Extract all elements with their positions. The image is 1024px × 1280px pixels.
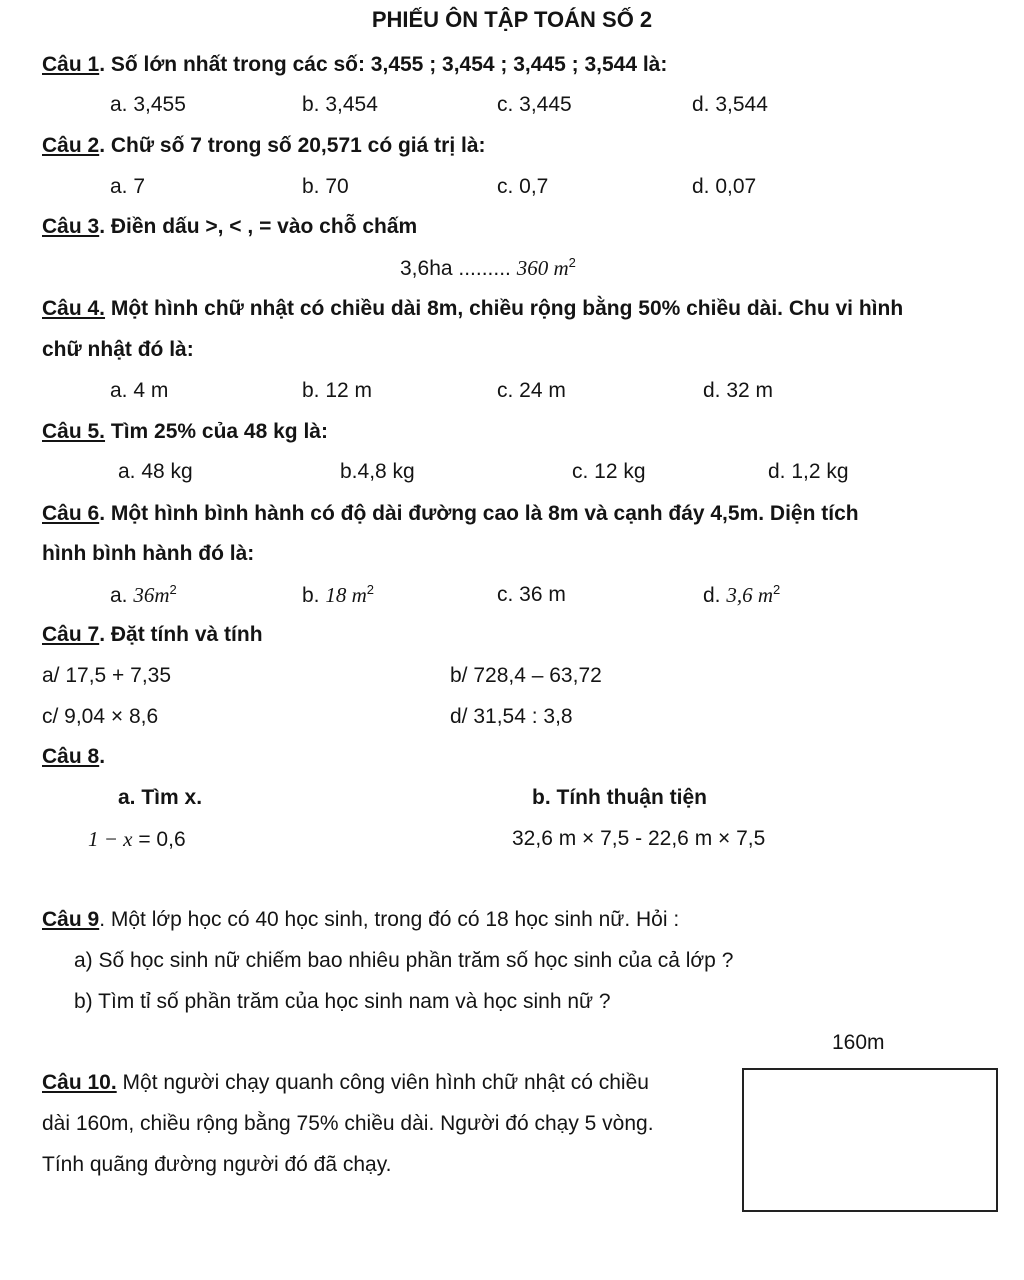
- q8-part-a-title: a. Tìm x.: [118, 786, 203, 809]
- q5-option-d: d. 1,2 kg: [768, 460, 849, 483]
- q5-option-c: c. 12 kg: [572, 460, 646, 483]
- question-1-label: Câu 1: [42, 53, 100, 76]
- question-10-label: Câu 10.: [42, 1071, 117, 1094]
- q4-option-b: b. 12 m: [302, 379, 373, 402]
- q6-option-d-prefix: d.: [703, 584, 727, 607]
- q5-option-b: b.4,8 kg: [340, 460, 415, 483]
- q6-option-a-prefix: a.: [110, 584, 134, 607]
- q6-option-b: [302, 582, 374, 609]
- q8-expr-part-2: = 0,6: [132, 828, 186, 851]
- question-9: [42, 907, 679, 933]
- q5-option-a: a. 48 kg: [118, 460, 193, 483]
- question-4-label: Câu 4.: [42, 297, 106, 320]
- question-7-text: . Đặt tính và tính: [99, 623, 263, 646]
- page-title: PHIẾU ÔN TẬP TOÁN SỐ 2: [371, 7, 653, 32]
- q8-part-a-expression: [88, 826, 186, 853]
- question-8-label: Câu 8: [42, 745, 100, 768]
- question-3-text: . Điền dấu >, < , = vào chỗ chấm: [99, 215, 418, 238]
- q3-expression-left: 3,6ha .........: [400, 257, 517, 280]
- question-6-text-2: hình bình hành đó là:: [42, 542, 255, 565]
- question-5-label: Câu 5.: [42, 420, 106, 443]
- q1-option-b: b. 3,454: [302, 93, 378, 116]
- q9-part-b: b) Tìm tỉ số phần trăm của học sinh nam và học sinh nữ ?: [74, 990, 611, 1013]
- q6-option-b-exponent: 2: [366, 582, 375, 597]
- q3-expression-right: 360 m: [516, 256, 569, 280]
- q1-option-a: a. 3,455: [110, 93, 186, 116]
- question-5-text: Tìm 25% của 48 kg là:: [105, 420, 328, 443]
- question-5: [42, 419, 328, 445]
- q4-option-d: d. 32 m: [703, 379, 774, 402]
- q6-option-d: [703, 582, 780, 609]
- question-9-text: . Một lớp học có 40 học sinh, trong đó có 18 học sinh nữ. Hỏi :: [99, 908, 680, 931]
- question-10-line-2: dài 160m, chiều rộng bằng 75% chiều dài. Người đó chạy 5 vòng.: [42, 1112, 654, 1135]
- question-3-label: Câu 3: [42, 215, 100, 238]
- figure-length-label: 160m: [832, 1031, 885, 1054]
- q2-option-b: b. 70: [302, 175, 349, 198]
- q3-exponent: 2: [568, 255, 576, 270]
- question-4-text: Một hình chữ nhật có chiều dài 8m, chiều rộng bằng 50% chiều dài. Chu vi hình: [105, 297, 904, 320]
- q8-expr-part-1: 1 −: [88, 827, 124, 851]
- q8-part-b-expression: 32,6 m × 7,5 - 22,6 m × 7,5: [512, 827, 766, 850]
- question-8-dot: .: [99, 745, 106, 768]
- q1-option-c: c. 3,445: [497, 93, 572, 116]
- question-8: [42, 744, 105, 770]
- q3-expression: [400, 255, 576, 282]
- question-6: [42, 501, 859, 527]
- q6-option-a-value: 36m: [133, 583, 170, 607]
- q2-option-a: a. 7: [110, 175, 146, 198]
- q8-expr-variable: x: [123, 827, 133, 851]
- q6-option-a: [110, 582, 177, 609]
- q2-option-c: c. 0,7: [497, 175, 549, 198]
- question-10-line-1: Một người chạy quanh công viên hình chữ nhật có chiều: [116, 1071, 649, 1094]
- question-3: [42, 214, 417, 240]
- question-2-text: . Chữ số 7 trong số 20,571 có giá trị là:: [99, 134, 486, 157]
- question-6-text: . Một hình bình hành có độ dài đường cao là 8m và cạnh đáy 4,5m. Diện tích: [99, 502, 859, 525]
- question-6-label: Câu 6: [42, 502, 100, 525]
- q6-option-b-value: 18 m: [325, 583, 367, 607]
- question-2: [42, 133, 486, 159]
- q7-part-d: d/ 31,54 : 3,8: [450, 705, 573, 728]
- q7-part-a: a/ 17,5 + 7,35: [42, 664, 172, 687]
- q8-part-b-title: b. Tính thuận tiện: [532, 786, 707, 809]
- q4-option-c: c. 24 m: [497, 379, 566, 402]
- question-2-label: Câu 2: [42, 134, 100, 157]
- q6-option-d-value: 3,6 m: [726, 583, 774, 607]
- q9-part-a: a) Số học sinh nữ chiếm bao nhiêu phần trăm số học sinh của cả lớp ?: [74, 949, 734, 972]
- question-4-text-2: chữ nhật đó là:: [42, 338, 194, 361]
- question-4: [42, 296, 903, 322]
- q6-option-a-exponent: 2: [169, 582, 177, 597]
- q6-option-c: c. 36 m: [497, 583, 566, 606]
- question-7: [42, 622, 263, 648]
- question-1-text: . Số lớn nhất trong các số: 3,455 ; 3,454 ; 3,445 ; 3,544 là:: [99, 53, 668, 76]
- question-7-label: Câu 7: [42, 623, 100, 646]
- q7-part-c: c/ 9,04 × 8,6: [42, 705, 159, 728]
- q1-option-d: d. 3,544: [692, 93, 768, 116]
- rectangle-figure: [742, 1068, 998, 1212]
- question-10: [42, 1070, 649, 1096]
- question-10-line-3: Tính quãng đường người đó đã chạy.: [42, 1153, 392, 1176]
- q4-option-a: a. 4 m: [110, 379, 169, 402]
- question-1: [42, 52, 667, 78]
- q7-part-b: b/ 728,4 – 63,72: [450, 664, 602, 687]
- q6-option-b-prefix: b.: [302, 584, 326, 607]
- q6-option-d-exponent: 2: [773, 582, 781, 597]
- q2-option-d: d. 0,07: [692, 175, 757, 198]
- question-9-label: Câu 9: [42, 908, 100, 931]
